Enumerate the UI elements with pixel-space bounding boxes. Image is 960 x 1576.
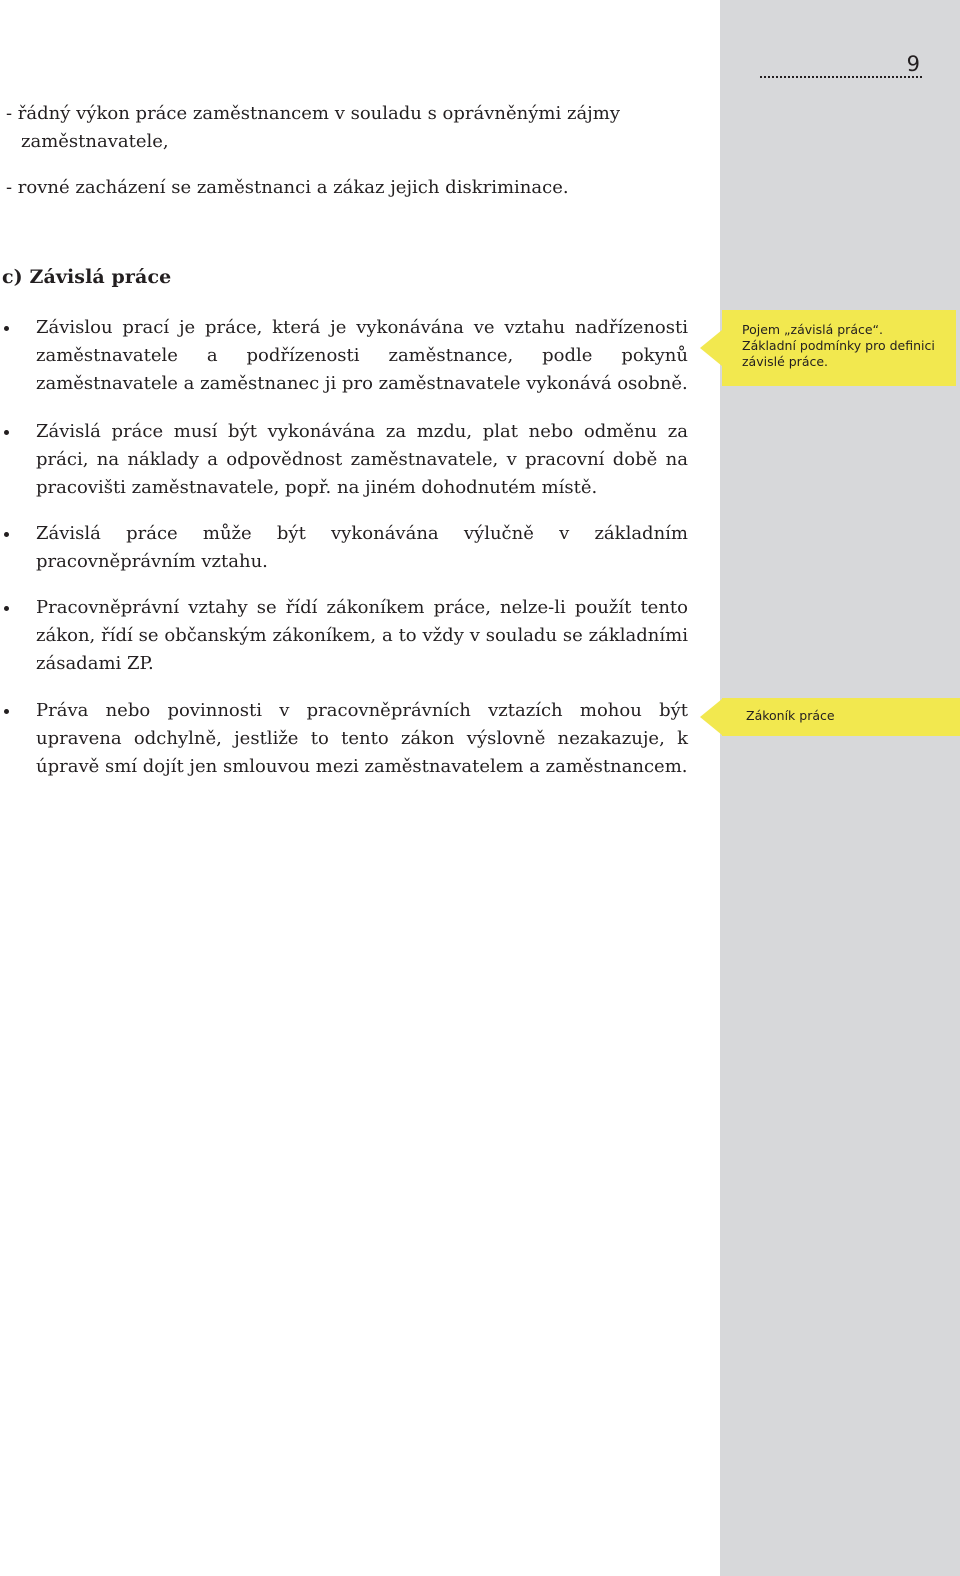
intro-item-continuation: zaměstnavatele, <box>21 131 169 152</box>
margin-note-labour-code <box>722 698 960 736</box>
bullet-dot <box>4 532 9 537</box>
margin-note-dependent-work <box>722 310 956 386</box>
margin-note-line: závislé práce. <box>742 354 829 369</box>
page-number: 9 <box>906 52 920 76</box>
bullet-text: Závislá práce může být vykonávána výlučně v základním pracovněprávním vztahu. <box>36 523 688 572</box>
section-heading: c) Závislá práce <box>2 266 172 288</box>
bullet-dot <box>4 606 9 611</box>
bullet-text: Závislá práce musí být vykonávána za mzdu, plat nebo odměnu za práci, na náklady a odpovědnost zaměstnavatele, v pracovní době na pracovišti zaměstnavatele, popř. na jiném dohodnutém místě. <box>36 421 688 498</box>
intro-item <box>6 100 620 156</box>
margin-note-line: Pojem „závislá práce“. <box>742 322 883 337</box>
bullet-dot <box>4 430 9 435</box>
page-number-dotted-rule <box>760 76 922 78</box>
intro-item-line: - rovné zacházení se zaměstnanci a zákaz jejich diskriminace. <box>6 177 569 198</box>
bullet-item <box>0 697 696 781</box>
bullet-item <box>0 520 696 576</box>
bullet-item <box>0 418 696 502</box>
margin-note-line: Základní podmínky pro definici <box>742 338 935 353</box>
intro-item <box>6 174 569 202</box>
bullet-dot <box>4 326 9 331</box>
margin-note-line: Zákoník práce <box>746 708 835 723</box>
bullet-text: Práva nebo povinnosti v pracovněprávních vztazích mohou být upravena odchylně, jestliže to tento zákon výslovně nezakazuje, k úpravě smí dojít jen smlouvou mezi zaměstnavatelem a zaměstnancem. <box>36 700 688 777</box>
bullet-dot <box>4 709 9 714</box>
margin-sidebar <box>720 0 960 1576</box>
bullet-text: Závislou prací je práce, která je vykonávána ve vztahu nadřízenosti zaměstnavatele a podřízenosti zaměstnance, podle pokynů zaměstnavatele a zaměstnanec ji pro zaměstnavatele vykonává osobně. <box>36 317 688 394</box>
bullet-item <box>0 314 696 398</box>
bullet-text: Pracovněprávní vztahy se řídí zákoníkem práce, nelze-li použít tento zákon, řídí se občanským zákoníkem, a to vždy v souladu se základními zásadami ZP. <box>36 597 688 674</box>
intro-item-line: - řádný výkon práce zaměstnancem v souladu s oprávněnými zájmy <box>6 103 620 124</box>
bullet-item <box>0 594 696 678</box>
